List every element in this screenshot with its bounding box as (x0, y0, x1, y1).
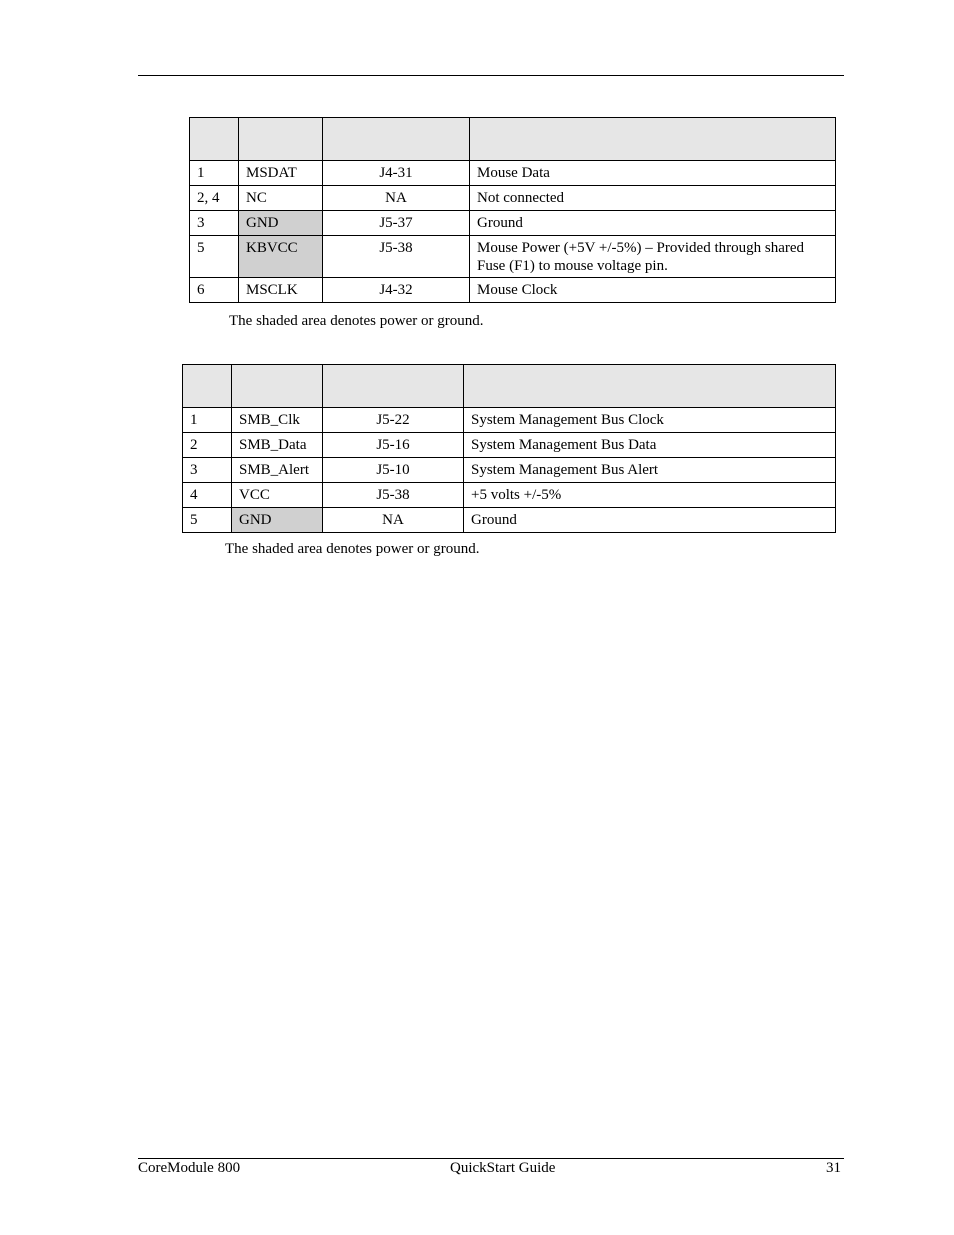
table-row (190, 236, 836, 278)
header-signal (232, 365, 323, 408)
signal-cell: VCC (232, 483, 323, 508)
footer-product-name: CoreModule 800 (138, 1160, 241, 1176)
page-number: 31 (826, 1160, 841, 1176)
pin-cell: 5 (190, 236, 239, 278)
connector-cell: J5-37 (323, 211, 470, 236)
pin-cell: 6 (190, 278, 239, 303)
footer-rule (138, 1158, 844, 1159)
table-row (190, 278, 836, 303)
shading-note: The shaded area denotes power or ground. (225, 541, 480, 557)
signal-cell: SMB_Data (232, 433, 323, 458)
mouse-pin-table (189, 117, 836, 303)
pin-cell: 3 (183, 458, 232, 483)
description-cell: Ground (464, 508, 836, 533)
description-cell: +5 volts +/-5% (464, 483, 836, 508)
connector-cell: J5-22 (323, 408, 464, 433)
description-cell: Mouse Data (470, 161, 836, 186)
table-row (183, 408, 836, 433)
connector-cell: J5-10 (323, 458, 464, 483)
description-cell: System Management Bus Data (464, 433, 836, 458)
header-connector (323, 365, 464, 408)
pin-cell: 2 (183, 433, 232, 458)
shading-note: The shaded area denotes power or ground. (229, 313, 484, 329)
pin-cell: 3 (190, 211, 239, 236)
signal-cell: NC (239, 186, 323, 211)
description-cell: System Management Bus Alert (464, 458, 836, 483)
smb-pin-table (182, 364, 836, 533)
header-signal (239, 118, 323, 161)
description-cell: Ground (470, 211, 836, 236)
pin-cell: 1 (190, 161, 239, 186)
connector-cell: NA (323, 508, 464, 533)
header-description (470, 118, 836, 161)
connector-cell: J4-32 (323, 278, 470, 303)
connector-cell: J4-31 (323, 161, 470, 186)
header-rule (138, 75, 844, 76)
footer-guide-title: QuickStart Guide (450, 1160, 556, 1176)
header-connector (323, 118, 470, 161)
description-cell: Mouse Clock (470, 278, 836, 303)
signal-cell: MSCLK (239, 278, 323, 303)
description-cell: Mouse Power (+5V +/-5%) – Provided through shared Fuse (F1) to mouse voltage pin. (470, 236, 836, 278)
table-header-row (183, 365, 836, 408)
pin-cell: 2, 4 (190, 186, 239, 211)
header-pin (183, 365, 232, 408)
signal-cell-shaded: GND (232, 508, 323, 533)
header-description (464, 365, 836, 408)
pin-cell: 1 (183, 408, 232, 433)
table-row (190, 186, 836, 211)
table-row (183, 508, 836, 533)
header-pin (190, 118, 239, 161)
table-header-row (190, 118, 836, 161)
table-row (183, 483, 836, 508)
connector-cell: J5-16 (323, 433, 464, 458)
connector-cell: J5-38 (323, 483, 464, 508)
connector-cell: J5-38 (323, 236, 470, 278)
signal-cell: MSDAT (239, 161, 323, 186)
signal-cell-shaded: KBVCC (239, 236, 323, 278)
signal-cell: SMB_Clk (232, 408, 323, 433)
signal-cell-shaded: GND (239, 211, 323, 236)
connector-cell: NA (323, 186, 470, 211)
pin-cell: 5 (183, 508, 232, 533)
table-row (190, 211, 836, 236)
table-row (183, 433, 836, 458)
description-cell: Not connected (470, 186, 836, 211)
signal-cell: SMB_Alert (232, 458, 323, 483)
description-cell: System Management Bus Clock (464, 408, 836, 433)
table-row (183, 458, 836, 483)
pin-cell: 4 (183, 483, 232, 508)
table-row (190, 161, 836, 186)
